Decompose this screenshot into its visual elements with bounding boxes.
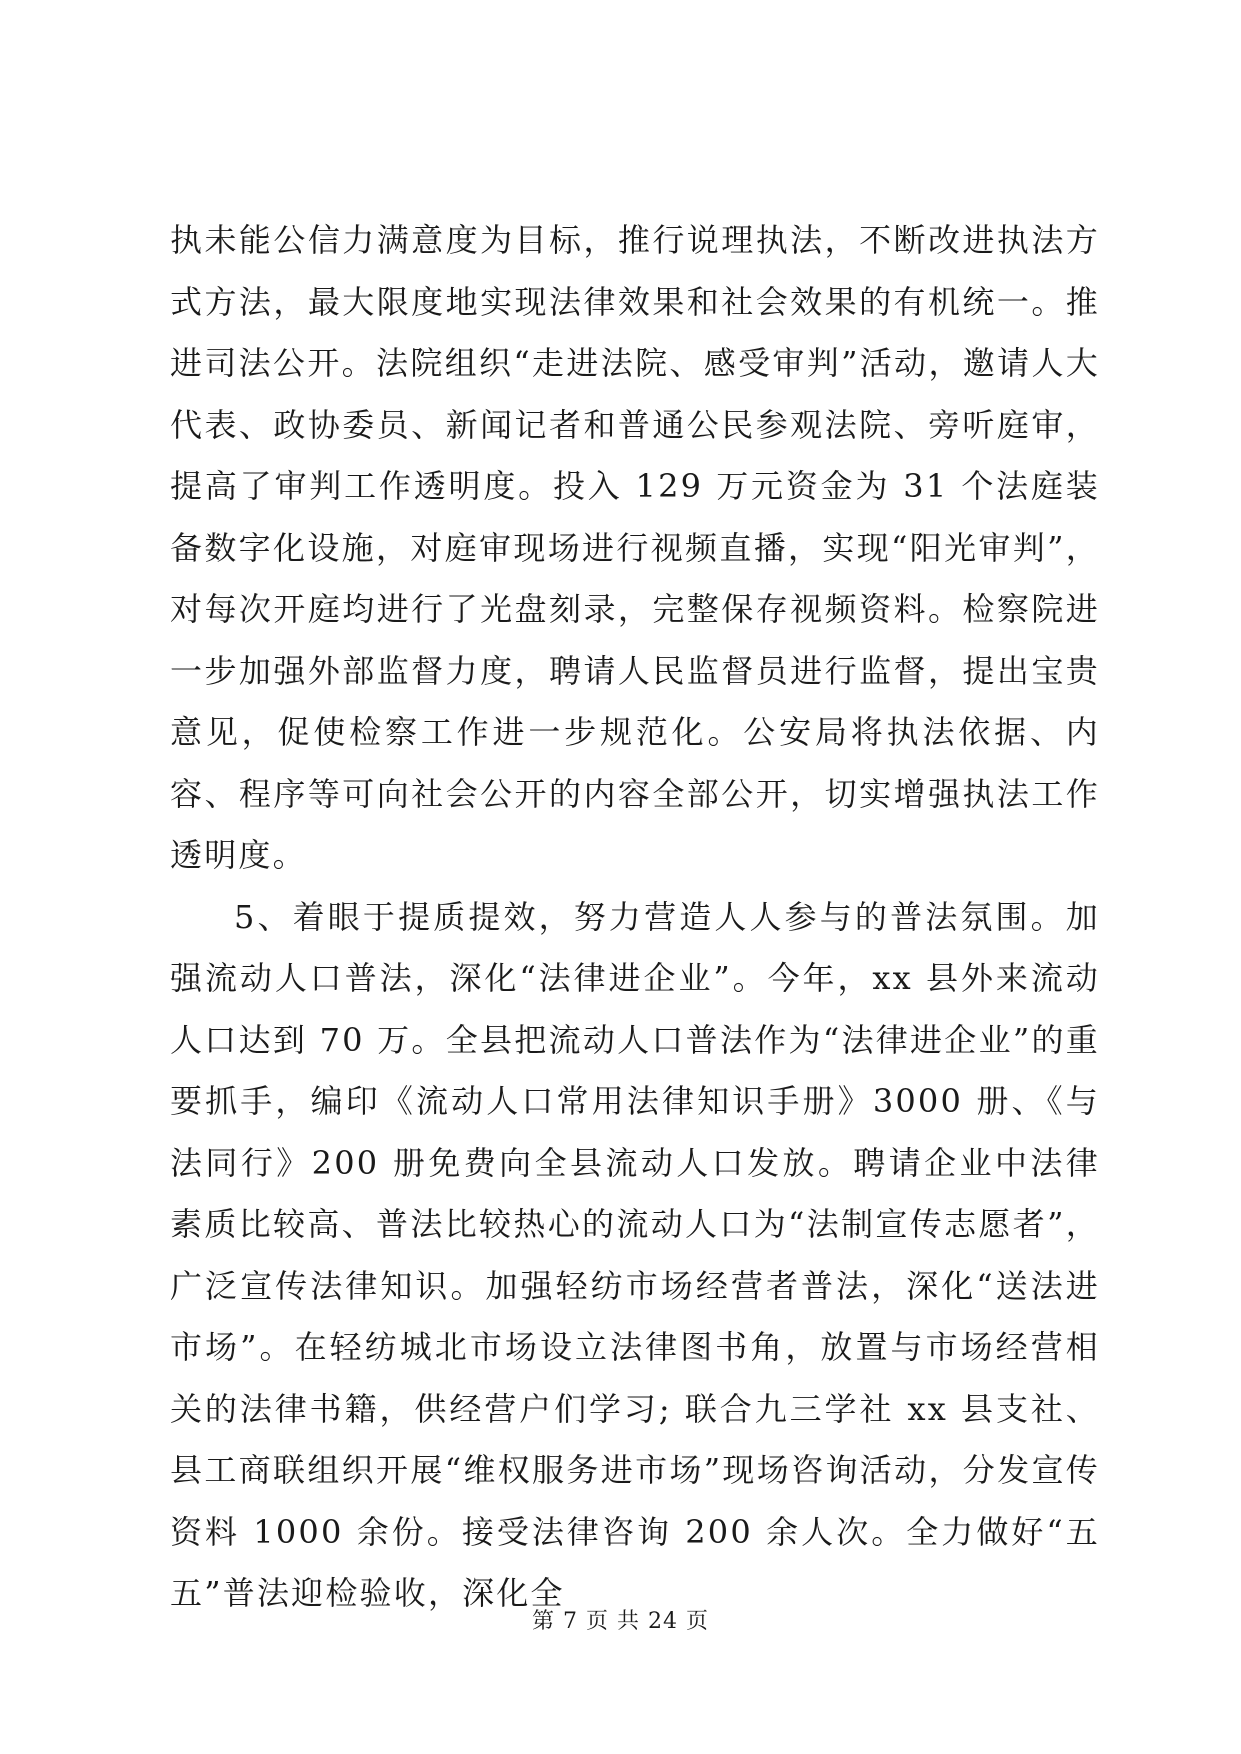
document-body	[170, 210, 1100, 1625]
page-number-footer: 第 7 页 共 24 页	[532, 1609, 709, 1634]
paragraph-section-5: 5、着眼于提质提效，努力营造人人参与的普法氛围。加强流动人口普法，深化“法律进企业”。今年，xx 县外来流动人口达到 70 万。全县把流动人口普法作为“法律进企业”的重要抓手，编印《流动人口常用法律知识手册》3000 册、《与法同行》200 册免费向全县流动人口发放。聘请企业中法律素质比较高、普法比较热心的流动人口为“法制宣传志愿者”，广泛宣传法律知识。加强轻纺市场经营者普法，深化“送法进市场”。在轻纺城北市场设立法律图书角，放置与市场经营相关的法律书籍，供经营户们学习; 联合九三学社 xx 县支社、县工商联组织开展“维权服务进市场”现场咨询活动，分发宣传资料 1000 余份。接受法律咨询 200 余人次。全力做好“五五”普法迎检验收，深化全	[170, 897, 1100, 1612]
paragraph-continuation: 执未能公信力满意度为目标，推行说理执法，不断改进执法方式方法，最大限度地实现法律效果和社会效果的有机统一。推进司法公开。法院组织“走进法院、感受审判”活动，邀请人大代表、政协委员、新闻记者和普通公民参观法院、旁听庭审，提高了审判工作透明度。投入 129 万元资金为 31 个法庭装备数字化设施，对庭审现场进行视频直播，实现“阳光审判”，对每次开庭均进行了光盘刻录，完整保存视频资料。检察院进一步加强外部监督力度，聘请人民监督员进行监督，提出宝贵意见，促使检察工作进一步规范化。公安局将执法依据、内容、程序等可向社会公开的内容全部公开，切实增强执法工作透明度。	[170, 221, 1100, 874]
